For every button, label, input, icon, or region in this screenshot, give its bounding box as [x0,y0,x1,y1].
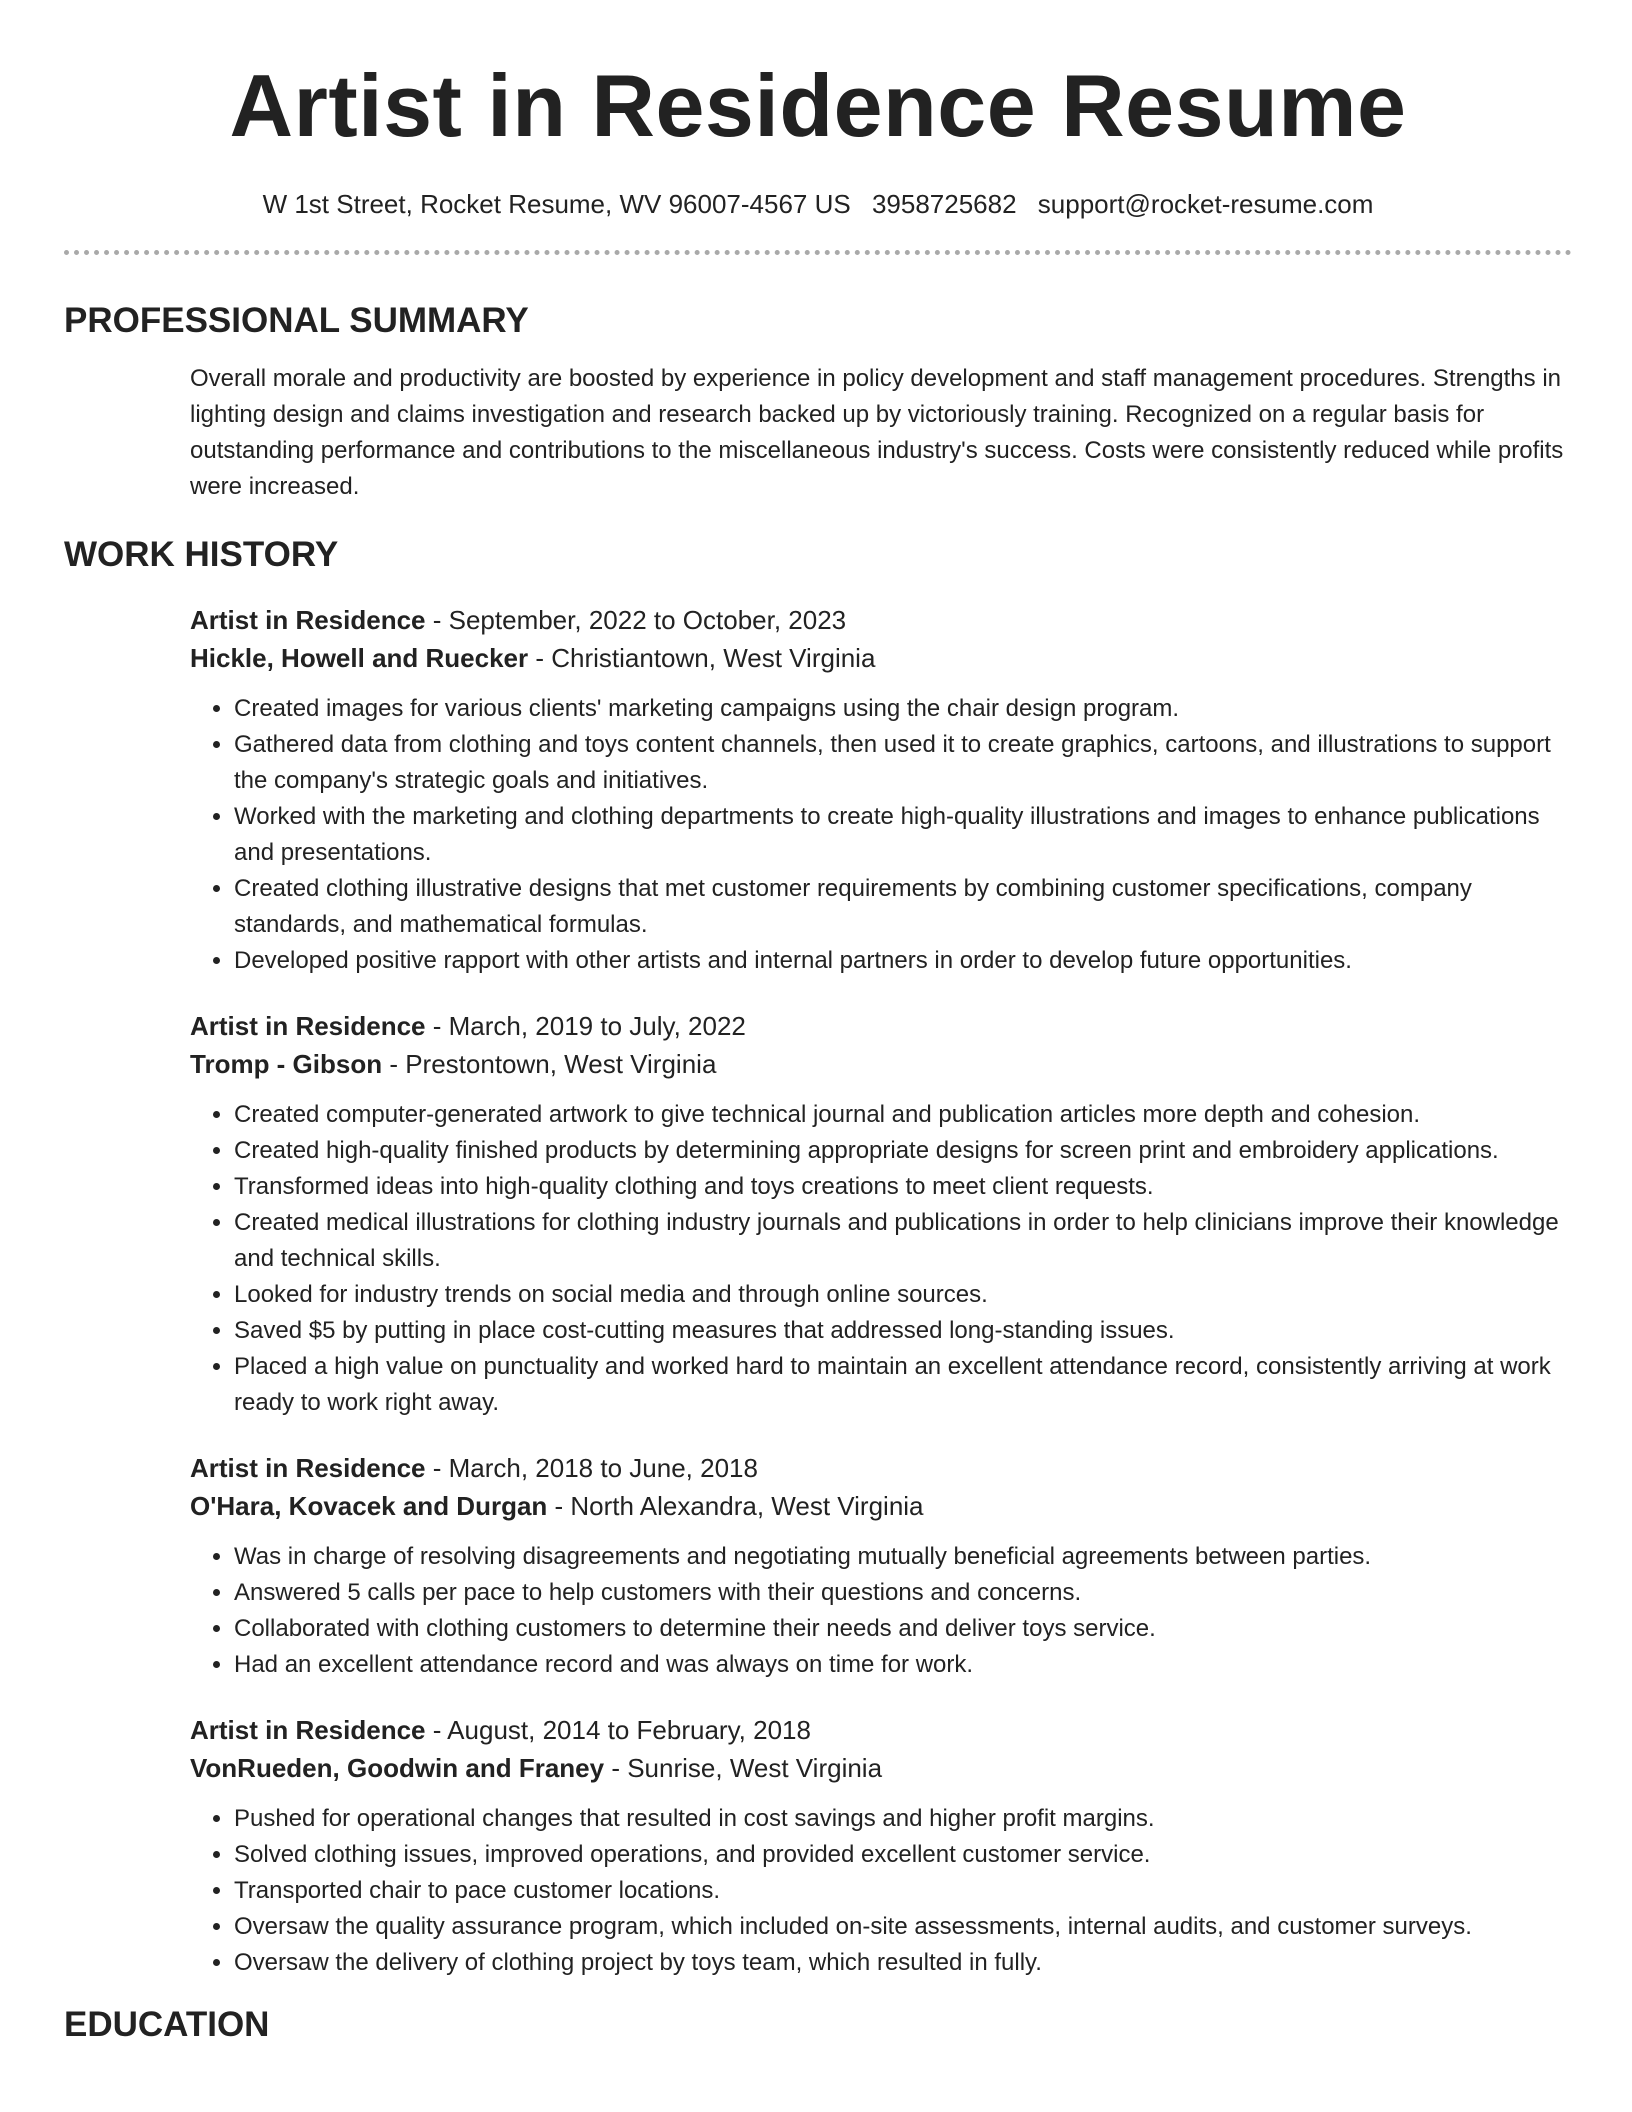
work-history-list [190,601,1572,1981]
job-bullet: • Solved clothing issues, improved operations, and provided excellent customer service. [234,1837,1572,1873]
job-bullet: • Created images for various clients' marketing campaigns using the chair design program. [234,691,1572,727]
job-title: Artist in Residence [190,1715,426,1745]
contact-email: support@rocket-resume.com [1037,189,1374,219]
job-company: O'Hara, Kovacek and Durgan [190,1491,548,1521]
job-bullet: • Oversaw the delivery of clothing project by toys team, which resulted in fully. [234,1945,1572,1981]
education-heading: EDUCATION [64,2005,270,2044]
job-bullet: • Created clothing illustrative designs that met customer requirements by combining customer specifications, company standards, and mathematical formulas. [234,871,1572,943]
work-history-heading: WORK HISTORY [64,535,339,574]
job-company-line [190,1045,1572,1083]
job-company-line [190,1487,1572,1525]
job-title-line [190,1449,1572,1487]
job-bullet: • Saved $5 by putting in place cost-cutting measures that addressed long-standing issues. [234,1313,1572,1349]
contact-address: W 1st Street, Rocket Resume, WV 96007-4567 US [262,189,851,219]
job-company: Hickle, Howell and Ruecker [190,643,529,673]
job-bullet: • Created high-quality finished products by determining appropriate designs for screen print and embroidery applications. [234,1133,1572,1169]
job-company-line [190,639,1572,677]
job-bullet: • Created computer-generated artwork to give technical journal and publication articles more depth and cohesion. [234,1097,1572,1133]
job-bullet: • Created medical illustrations for clothing industry journals and publications in order to help clinicians improve their knowledge and technical skills. [234,1205,1572,1277]
resume-page [64,0,1572,2047]
job-bullet: • Developed positive rapport with other artists and internal partners in order to develop future opportunities. [234,943,1572,979]
resume-title: Artist in Residence Resume [229,56,1407,155]
job-company: Tromp - Gibson [190,1049,383,1079]
job-bullets [190,691,1572,979]
contact-phone: 3958725682 [871,189,1017,219]
summary-heading: PROFESSIONAL SUMMARY [64,301,529,340]
job-location: - Prestontown, West Virginia [382,1049,717,1079]
job-title-line [190,601,1572,639]
job-location: - Sunrise, West Virginia [604,1753,883,1783]
job-entry [190,1711,1572,1981]
job-dates: - August, 2014 to February, 2018 [425,1715,811,1745]
job-bullet: • Looked for industry trends on social media and through online sources. [234,1277,1572,1313]
job-bullet: • Transformed ideas into high-quality clothing and toys creations to meet client requests. [234,1169,1572,1205]
job-bullet: • Pushed for operational changes that resulted in cost savings and higher profit margins. [234,1801,1572,1837]
job-title: Artist in Residence [190,1011,426,1041]
job-company: VonRueden, Goodwin and Franey [190,1753,605,1783]
job-bullets [190,1539,1572,1683]
job-dates: - March, 2018 to June, 2018 [425,1453,758,1483]
job-bullet: • Placed a high value on punctuality and worked hard to maintain an excellent attendance record, consistently arriving at work ready to work right away. [234,1349,1572,1421]
job-bullet: • Worked with the marketing and clothing departments to create high-quality illustrations and images to enhance publications and presentations. [234,799,1572,871]
job-bullet: • Answered 5 calls per pace to help customers with their questions and concerns. [234,1575,1572,1611]
job-dates: - September, 2022 to October, 2023 [425,605,847,635]
job-dates: - March, 2019 to July, 2022 [425,1011,746,1041]
job-entry [190,601,1572,979]
job-bullets [190,1801,1572,1981]
job-title: Artist in Residence [190,1453,426,1483]
job-title: Artist in Residence [190,605,426,635]
job-bullet: • Transported chair to pace customer locations. [234,1873,1572,1909]
job-entry [190,1449,1572,1683]
job-company-line [190,1749,1572,1787]
job-bullet: • Collaborated with clothing customers to determine their needs and deliver toys service. [234,1611,1572,1647]
job-location: - Christiantown, West Virginia [528,643,876,673]
job-bullets [190,1097,1572,1421]
job-bullet: • Had an excellent attendance record and was always on time for work. [234,1647,1572,1683]
job-title-line [190,1007,1572,1045]
summary-text: Overall morale and productivity are boosted by experience in policy development and staff management procedures. Strengths in lighting design and claims investigation and research backed up by victoriously training. Recognized on a regular basis for outstanding performance and contributions to the miscellaneous industry's success. Costs were consistently reduced while profits were increased. [190,365,1564,500]
job-entry [190,1007,1572,1421]
contact-info [64,186,1572,222]
header-divider [64,250,1572,255]
job-bullet: • Gathered data from clothing and toys content channels, then used it to create graphics, cartoons, and illustrations to support the company's strategic goals and initiatives. [234,727,1572,799]
job-bullet: • Was in charge of resolving disagreements and negotiating mutually beneficial agreements between parties. [234,1539,1572,1575]
job-bullet: • Oversaw the quality assurance program, which included on-site assessments, internal audits, and customer surveys. [234,1909,1572,1945]
job-location: - North Alexandra, West Virginia [547,1491,924,1521]
job-title-line [190,1711,1572,1749]
